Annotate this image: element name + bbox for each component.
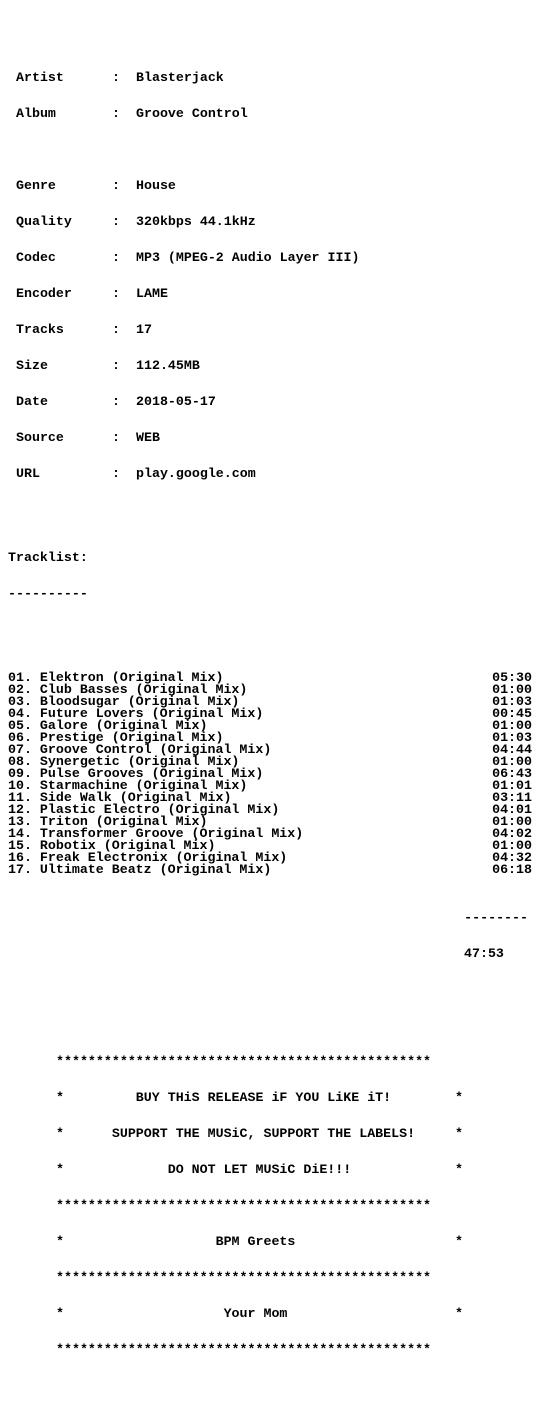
info-separator: : [112, 70, 120, 85]
info-separator: : [112, 250, 120, 265]
track-title: 11. Side Walk (Original Mix) [8, 790, 232, 805]
codec-value: MP3 (MPEG-2 Audio Layer III) [136, 250, 360, 265]
tracklist-underline: ---------- [8, 586, 88, 601]
track-duration: 00:45 [492, 706, 532, 721]
info-key: Source [16, 430, 64, 445]
footer-rule: *********************************************** [56, 1342, 432, 1357]
info-key: URL [16, 466, 40, 481]
size-value: 112.45MB [136, 358, 200, 373]
track-duration: 01:00 [492, 754, 532, 769]
track-title: 15. Robotix (Original Mix) [8, 838, 216, 853]
footer-rule: *********************************************** [56, 1270, 432, 1285]
track-title: 08. Synergetic (Original Mix) [8, 754, 240, 769]
info-album-row [8, 108, 532, 120]
track-title: 09. Pulse Grooves (Original Mix) [8, 766, 264, 781]
info-key: Quality [16, 214, 72, 229]
track-duration: 04:02 [492, 826, 532, 841]
encoder-value: LAME [136, 286, 168, 301]
track-title: 05. Galore (Original Mix) [8, 718, 208, 733]
track-duration: 04:44 [492, 742, 532, 757]
track-title: 12. Plastic Electro (Original Mix) [8, 802, 280, 817]
footer-box [8, 1032, 532, 1380]
track-duration: 04:01 [492, 802, 532, 817]
footer-buy-line: * BUY THiS RELEASE iF YOU LiKE iT! * [56, 1090, 463, 1105]
spacer [8, 984, 532, 996]
track-title: 10. Starmachine (Original Mix) [8, 778, 248, 793]
info-key: Album [16, 106, 56, 121]
info-quality-row [8, 216, 532, 228]
info-genre-row [8, 180, 532, 192]
track-duration: 06:18 [492, 862, 532, 877]
info-size-row [8, 360, 532, 372]
spacer [8, 624, 532, 636]
genre-value: House [136, 178, 176, 193]
info-tracks-row [8, 324, 532, 336]
track-duration: 04:32 [492, 850, 532, 865]
info-url-row [8, 468, 532, 480]
footer-greets-line: * BPM Greets * [56, 1234, 463, 1249]
footer-rule: *********************************************** [56, 1054, 432, 1069]
info-separator: : [112, 178, 120, 193]
track-title: 17. Ultimate Beatz (Original Mix) [8, 862, 272, 877]
info-separator: : [112, 430, 120, 445]
info-separator: : [112, 322, 120, 337]
info-separator: : [112, 358, 120, 373]
track-title: 14. Transformer Groove (Original Mix) [8, 826, 304, 841]
info-key: Tracks [16, 322, 64, 337]
album-value: Groove Control [136, 106, 248, 121]
track-duration: 01:00 [492, 838, 532, 853]
info-separator: : [112, 466, 120, 481]
track-list [8, 672, 532, 876]
total-rule: -------- [464, 910, 528, 925]
track-title: 04. Future Lovers (Original Mix) [8, 706, 264, 721]
footer-mom-line: * Your Mom * [56, 1306, 463, 1321]
track-duration: 06:43 [492, 766, 532, 781]
artist-value: Blasterjack [136, 70, 224, 85]
info-key: Genre [16, 178, 56, 193]
tracklist-heading: Tracklist: [8, 550, 88, 565]
track-title: 16. Freak Electronix (Original Mix) [8, 850, 288, 865]
info-key: Encoder [16, 286, 72, 301]
total-duration: 47:53 [464, 946, 504, 961]
track-row [8, 864, 532, 876]
url-value: play.google.com [136, 466, 256, 481]
info-key: Date [16, 394, 48, 409]
track-title: 07. Groove Control (Original Mix) [8, 742, 272, 757]
footer-dont-line: * DO NOT LET MUSiC DiE!!! * [56, 1162, 463, 1177]
track-duration: 01:03 [492, 694, 532, 709]
date-value: 2018-05-17 [136, 394, 216, 409]
info-date-row [8, 396, 532, 408]
track-title: 02. Club Basses (Original Mix) [8, 682, 248, 697]
info-key: Codec [16, 250, 56, 265]
track-title: 03. Bloodsugar (Original Mix) [8, 694, 240, 709]
quality-value: 320kbps 44.1kHz [136, 214, 256, 229]
track-duration: 05:30 [492, 670, 532, 685]
info-artist-row [8, 72, 532, 84]
track-duration: 03:11 [492, 790, 532, 805]
track-title: 13. Triton (Original Mix) [8, 814, 208, 829]
spacer [8, 144, 532, 156]
info-separator: : [112, 394, 120, 409]
info-codec-row [8, 252, 532, 264]
tracks-value: 17 [136, 322, 152, 337]
track-duration: 01:01 [492, 778, 532, 793]
info-key: Size [16, 358, 48, 373]
source-value: WEB [136, 430, 160, 445]
track-duration: 01:00 [492, 682, 532, 697]
track-title: 01. Elektron (Original Mix) [8, 670, 224, 685]
footer-support-line: * SUPPORT THE MUSiC, SUPPORT THE LABELS! * [56, 1126, 463, 1141]
track-duration: 01:00 [492, 814, 532, 829]
info-separator: : [112, 214, 120, 229]
track-title: 06. Prestige (Original Mix) [8, 730, 224, 745]
info-separator: : [112, 286, 120, 301]
info-key: Artist [16, 70, 64, 85]
info-separator: : [112, 106, 120, 121]
info-encoder-row [8, 288, 532, 300]
nfo-document [8, 36, 532, 1404]
spacer [8, 504, 532, 516]
footer-rule: *********************************************** [56, 1198, 432, 1213]
track-duration: 01:00 [492, 718, 532, 733]
track-duration: 01:03 [492, 730, 532, 745]
info-source-row [8, 432, 532, 444]
